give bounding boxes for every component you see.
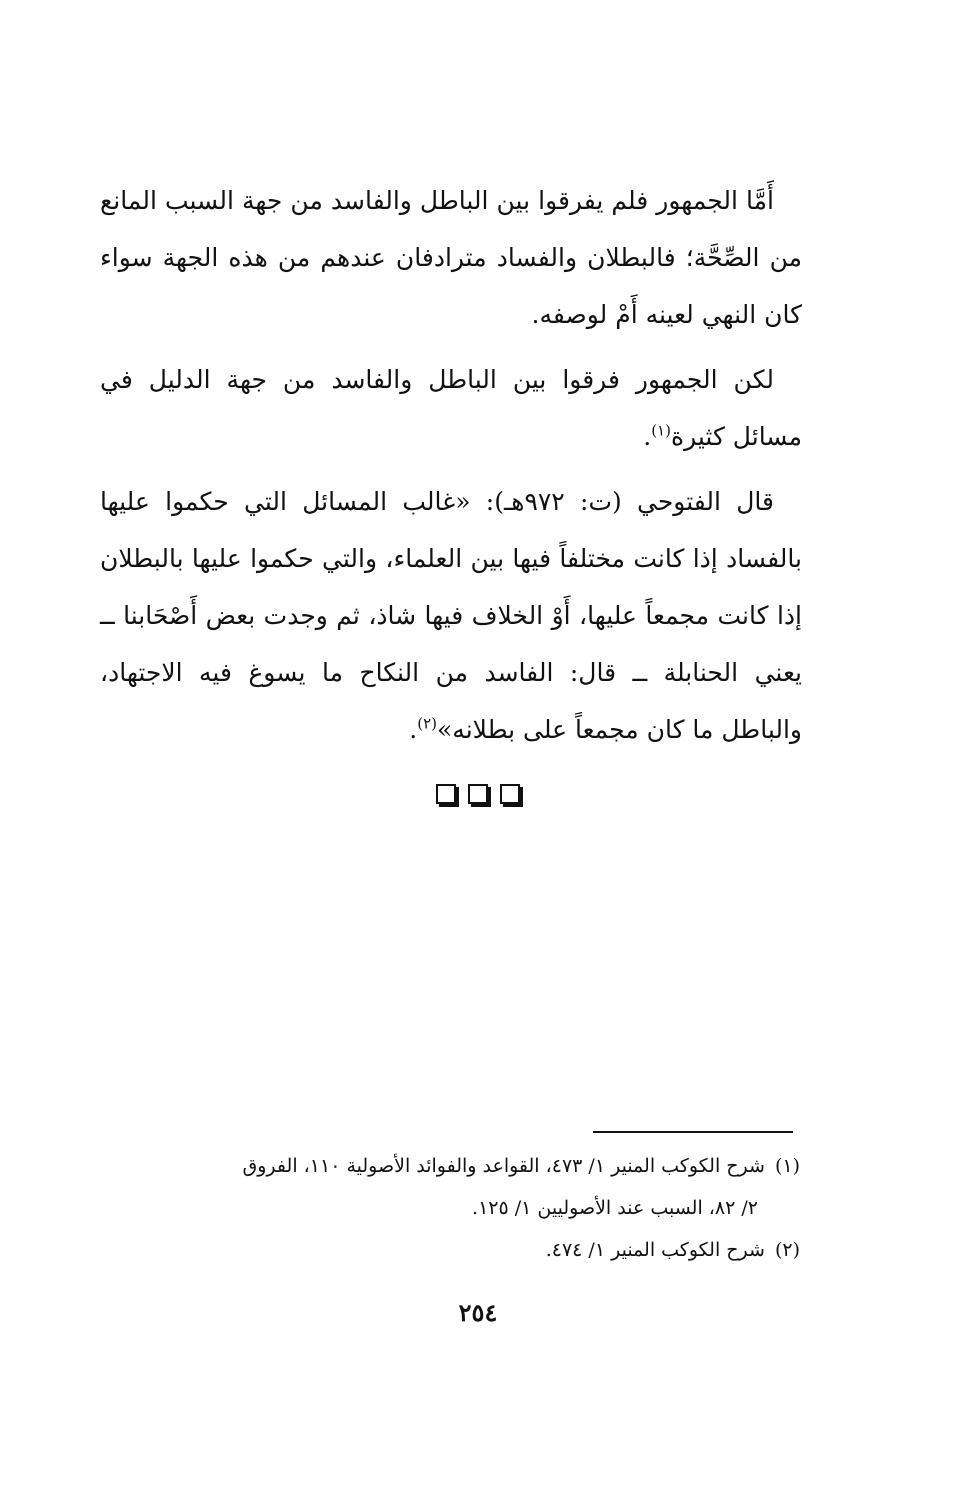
paragraph-3-tail: .: [409, 715, 418, 744]
paragraph-3-text: قال الفتوحي (ت: ٩٧٢هـ): «غالب المسائل التي حكموا عليها بالفساد إذا كانت مختلفاً فيها بين العلماء، والتي حكموا عليها بالبطلان إذا كانت مجمعاً عليها، أَوْ الخلاف فيها شاذ، ثم وجدت بعض أَصْحَابنا ــ يعني الحنابلة ــ قال: الفاسد من النكاح ما يسوغ فيه الاجتهاد، والباطل ما كان مجمعاً على بطلانه»: [100, 487, 802, 744]
footnote-2-line1: شرح الكوكب المنير ١/ ٤٧٤.: [545, 1239, 765, 1261]
paragraph-2: [100, 351, 802, 465]
paragraph-3: [100, 473, 802, 758]
section-end-ornament: [0, 783, 956, 804]
footnote-ref-1[interactable]: (١): [651, 421, 671, 440]
square-ornament-icon: [436, 784, 456, 804]
footnote-2-number: (٢): [774, 1239, 800, 1261]
paragraph-1-text: أَمَّا الجمهور فلم يفرقوا بين الباطل والفاسد من جهة السبب المانع من الصِّحَّة؛ فالبطلان والفساد مترادفان عندهم من هذه الجهة سواء كان النهي لعينه أَمْ لوصفه.: [100, 186, 802, 329]
paragraph-2-text: لكن الجمهور فرقوا بين الباطل والفاسد من جهة الدليل في مسائل كثيرة: [100, 365, 802, 451]
page-number: ٢٥٤: [458, 1298, 498, 1327]
footnote-1-line1: شرح الكوكب المنير ١/ ٤٧٣، القواعد والفوائد الأصولية ١١٠، الفروق: [242, 1155, 765, 1177]
footnote-1: [100, 1145, 800, 1187]
paragraph-1: [100, 172, 802, 343]
footnote-1-line2: ٢/ ٨٢، السبب عند الأصوليين ١/ ١٢٥.: [472, 1197, 758, 1219]
footnote-1-continuation: [100, 1187, 800, 1229]
footnote-divider: [593, 1131, 793, 1133]
footnote-ref-2[interactable]: (٢): [417, 714, 438, 733]
paragraph-2-tail: .: [643, 422, 652, 451]
square-ornament-icon: [500, 784, 520, 804]
square-ornament-icon: [468, 784, 488, 804]
main-text: [100, 172, 802, 758]
footnote-2: [100, 1229, 800, 1271]
footnotes: [100, 1145, 800, 1271]
footnote-1-number: (١): [774, 1155, 800, 1177]
